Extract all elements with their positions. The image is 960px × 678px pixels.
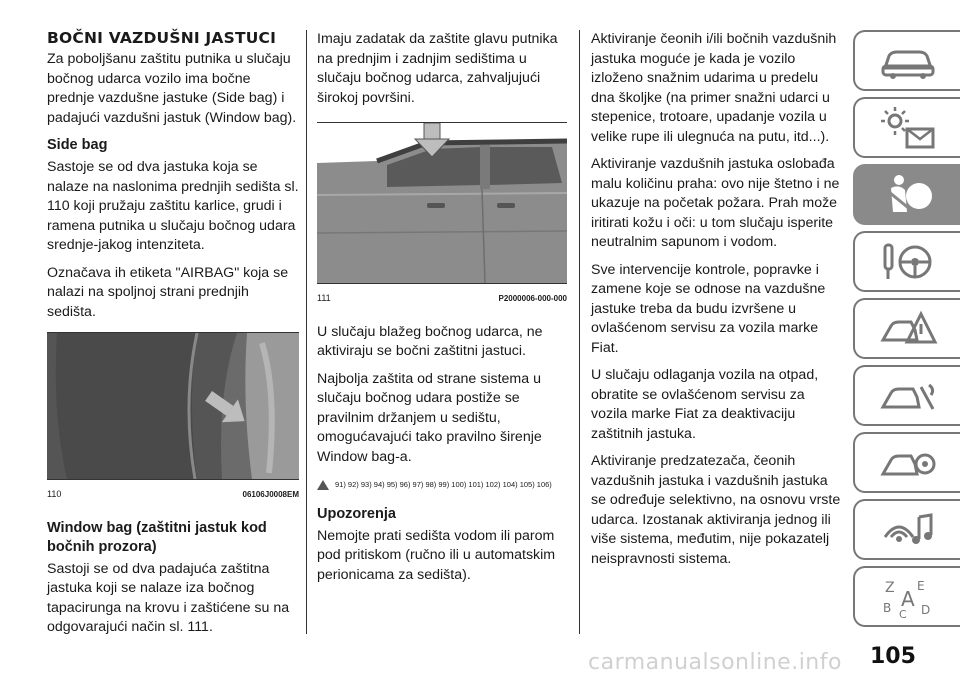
tab-service-maintenance[interactable] — [853, 365, 960, 426]
tab-starting-driving[interactable] — [853, 231, 960, 292]
col3-paragraph-2: Aktiviranje vazdušnih jastuka oslobađa malu količinu praha: ovo nije štetno i ne ukazuje na početak požara. Prah može iritirati kožu i oči: u tom slučaju isperite neutralnim sapunom i vodom. — [591, 156, 840, 250]
intro-paragraph: Za poboljšanu zaštitu putnika u slučaju bočnog udarca vozilo ima bočne prednje vazdušne jastuke (Side bag) i padajući vazdušni jastuk (Window bag). — [47, 51, 297, 126]
tab-emergency[interactable] — [853, 298, 960, 359]
svg-text:D: D — [920, 602, 930, 617]
figure-111-car — [317, 122, 567, 284]
watermark: carmanualsonline.info — [588, 650, 842, 675]
col3-paragraph-5: Aktiviranje predzatezača, čeonih vazdušnih jastuka i vazdušnih jastuka se određuje selektivno, na osnovu vrste udarca. Izostanak aktiviranja jednog ili više sistema, međutim, nije pokazatelj neispravnosti sistema. — [591, 453, 841, 567]
window-bag-paragraph-1: Sastoji se od dva padajuća zaštitna jastuka koji se nalaze iza bočnog tapacirunga na krovu i zaštićene su na odgovarajući način sl. 111. — [47, 560, 290, 635]
figure-110-number: 110 — [47, 489, 62, 499]
warning-triangle-icon — [317, 480, 329, 490]
car-window-bag-illustration — [317, 123, 567, 283]
tab-multimedia[interactable] — [853, 499, 960, 560]
figure-110-seat — [47, 332, 299, 480]
tab-technical-data[interactable] — [853, 432, 960, 493]
technical-data-icon — [877, 440, 939, 486]
svg-text:B: B — [882, 600, 891, 615]
side-bag-paragraph-1: Sastoje se od dva jastuka koja se nalaze na naslonima prednjih sedišta sl. 110 koji pružaju zaštitu karlice, grudi i ramena putnika u slučaju bočnog udara srednje-jakog intenziteta. — [47, 159, 299, 253]
side-bag-heading: Side bag — [47, 137, 108, 153]
figure-110-caption — [47, 480, 299, 509]
airbag-safety-icon — [877, 172, 939, 218]
column-1 — [47, 30, 299, 646]
column-divider-1 — [306, 30, 307, 634]
warning-reference-list: 91) 92) 93) 94) 95) 96) 97) 98) 99) 100) 101) 102) 104) 105) 106) — [335, 480, 552, 489]
col3-paragraph-4: U slučaju odlaganja vozila na otpad, obratite se ovlašćenom servisu za vozila marke Fiat za deaktivaciju zaštitnih jastuka. — [591, 367, 819, 442]
tab-index[interactable] — [853, 566, 960, 627]
svg-text:C: C — [898, 607, 907, 620]
col3-paragraph-3: Sve intervencije kontrole, popravke i zamene koje se odnose na vazdušne jastuke treba da budu izvršene u ovlašćenom servisu za vozila marke Fiat. — [591, 261, 826, 356]
col2-paragraph-3: Najbolja zaštita od strane sistema u slučaju bočnog udara postiže se pravilnim držanjem u sedištu, omogućavajući tako pravilno širenje Window bag-a. — [317, 370, 542, 465]
seat-airbag-illustration — [47, 333, 299, 479]
column-3 — [591, 30, 844, 577]
column-divider-2 — [579, 30, 580, 634]
tab-car[interactable] — [853, 30, 960, 91]
figure-110-code: 06106J0008EM — [242, 490, 299, 499]
multimedia-icon — [877, 507, 939, 553]
figure-111-number: 111 — [317, 293, 331, 303]
steering-wheel-key-icon — [877, 239, 939, 285]
dashboard-lights-icon — [877, 105, 939, 151]
col3-paragraph-1: Aktiviranje čeonih i/ili bočnih vazdušnih jastuka moguće je kada je vozilo izloženo snažnim udarima u predelu dna školjke (na primer snažni udarci u stepenice, trotoare, upadanje vozila u velike rupe ili ulegnuća na putu, itd...). — [591, 31, 837, 145]
figure-111-caption — [317, 284, 567, 313]
tab-dashboard-lights[interactable] — [853, 97, 960, 158]
svg-text:Z: Z — [884, 579, 895, 596]
car-icon — [877, 38, 939, 84]
figure-111-code: P2000006-000-000 — [498, 294, 567, 303]
tab-airbag-safety[interactable] — [853, 164, 960, 225]
warning-references — [317, 475, 567, 495]
svg-text:A: A — [900, 586, 915, 611]
side-bag-paragraph-2: Označava ih etiketa "AIRBAG" koja se nalazi na spoljnoj strani prednjih sedišta. — [47, 264, 289, 320]
column-2 — [317, 30, 567, 593]
section-title: BOČNI VAZDUŠNI JASTUCI — [47, 29, 277, 47]
window-bag-heading: Window bag (zaštitni jastuk kod bočnih prozora) — [47, 519, 267, 555]
chapter-tabs — [853, 30, 960, 627]
warnings-heading: Upozorenja — [317, 505, 396, 522]
service-wrench-icon — [877, 373, 939, 419]
svg-text:E: E — [916, 578, 925, 593]
col2-paragraph-2: U slučaju blažeg bočnog udarca, ne aktiviraju se bočni zaštitni jastuci. — [317, 323, 543, 359]
warning-road-icon — [877, 306, 939, 352]
index-letters-icon — [877, 574, 939, 620]
warnings-paragraph-1: Nemojte prati sedišta vodom ili parom pod pritiskom (ručno ili u automatskim perionicama za sedišta). — [317, 527, 556, 583]
col2-paragraph-1: Imaju zadatak da zaštite glavu putnika na prednjim i zadnjim sedištima u slučaju bočnog udarca, zahvaljujući širokoj površini. — [317, 31, 558, 106]
page-number: 105 — [870, 644, 916, 669]
